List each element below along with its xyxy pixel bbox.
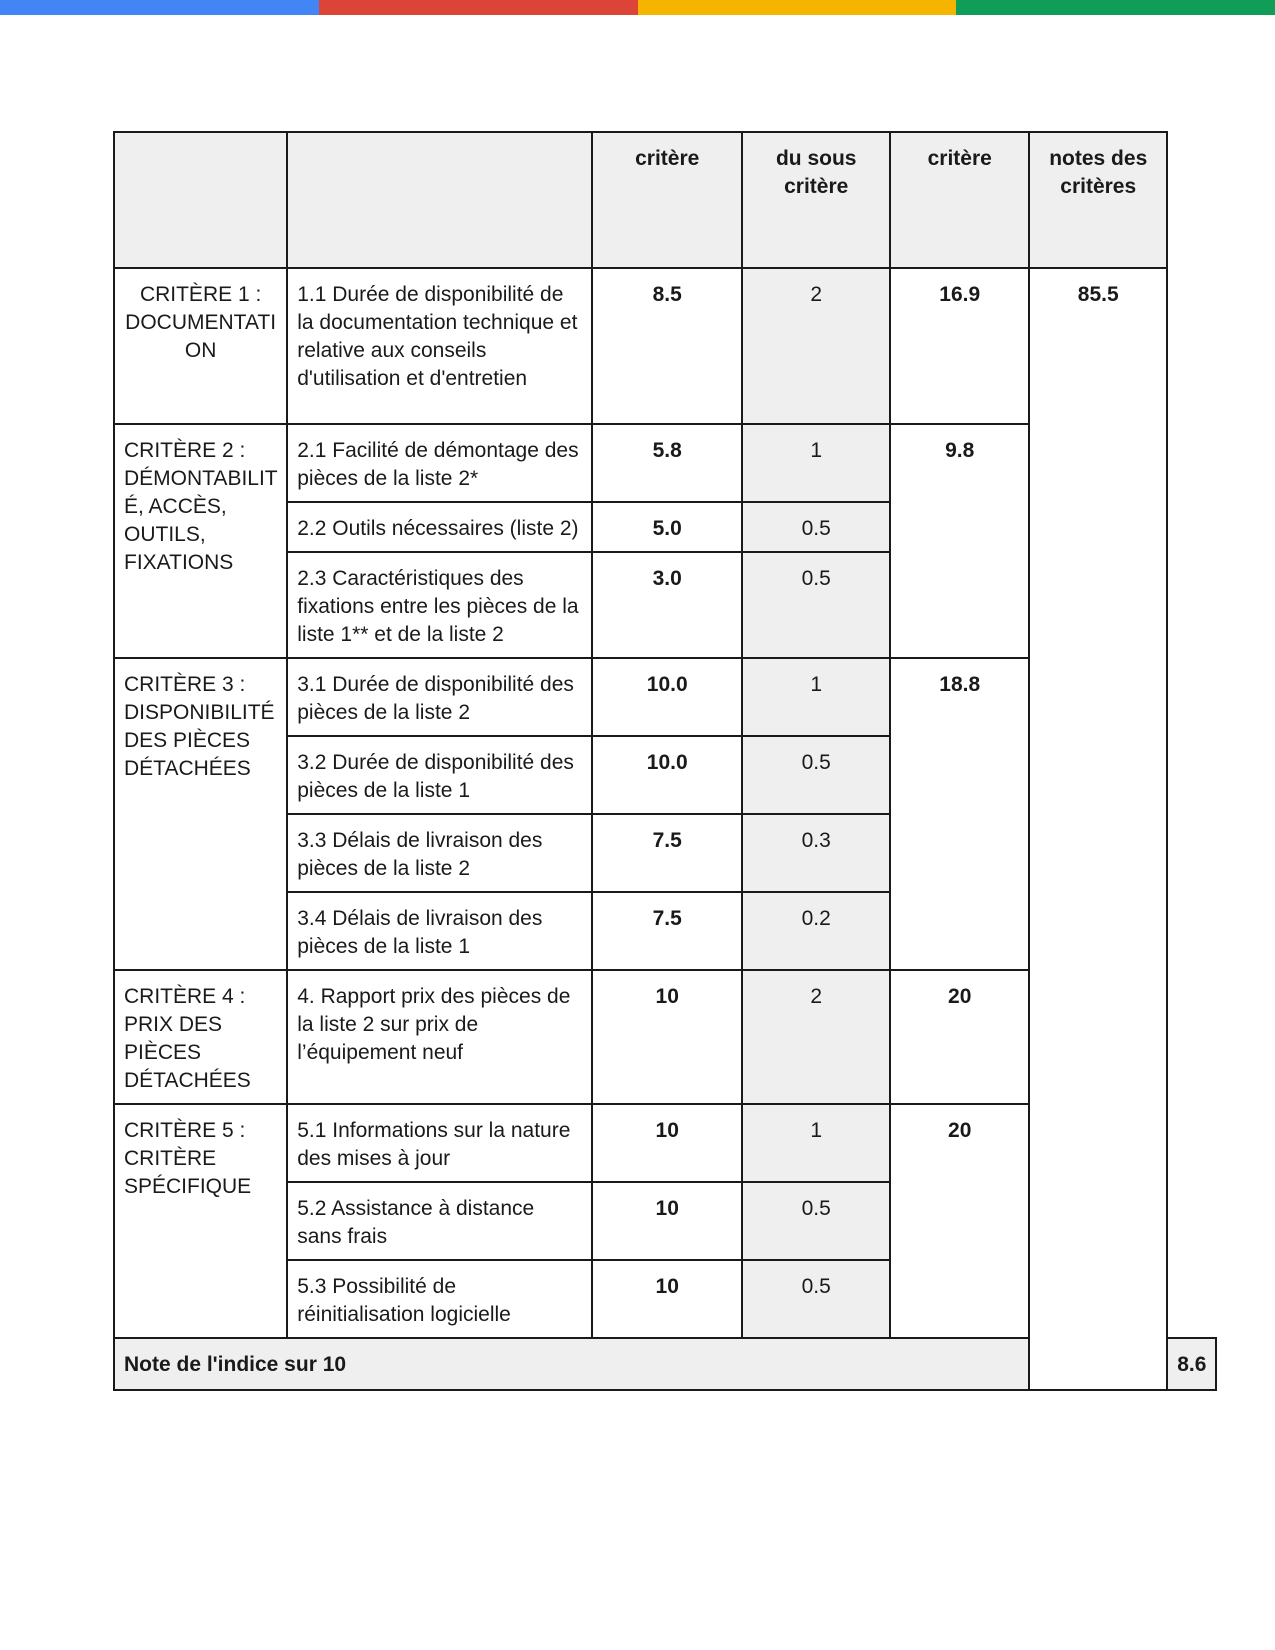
subcriterion-coef: 0.5: [742, 1260, 890, 1338]
notes-sum: 85.5: [1029, 268, 1167, 1390]
color-bar-green: [956, 0, 1275, 15]
criteria-table: [113, 131, 1217, 1391]
criterion-total: 18.8: [890, 658, 1029, 970]
header-cell-criterion: [114, 132, 287, 268]
subcriterion-coef: 0.5: [742, 552, 890, 658]
criterion-total: 16.9: [890, 268, 1029, 424]
criterion-label: CRITÈRE 5 : CRITÈRE SPÉCIFIQUE: [114, 1104, 287, 1338]
subcriterion-note: 3.0: [592, 552, 742, 658]
subcriterion-text: 3.1 Durée de disponibilité des pièces de la liste 2: [287, 658, 592, 736]
top-color-bar: [0, 0, 1275, 15]
subcriterion-note: 5.8: [592, 424, 742, 502]
subcriterion-coef: 0.5: [742, 502, 890, 552]
subcriterion-text: 2.2 Outils nécessaires (liste 2): [287, 502, 592, 552]
subcriterion-text: 4. Rapport prix des pièces de la liste 2 sur prix de l’équipement neuf: [287, 970, 592, 1104]
subcriterion-text: 3.4 Délais de livraison des pièces de la liste 1: [287, 892, 592, 970]
index-score-value: 8.6: [1167, 1338, 1216, 1390]
subcriterion-text: 5.3 Possibilité de réinitialisation logicielle: [287, 1260, 592, 1338]
subcriterion-note: 10: [592, 1260, 742, 1338]
subcriterion-note: 10.0: [592, 658, 742, 736]
header-cell-coef: du sous critère: [742, 132, 890, 268]
subcriterion-note: 7.5: [592, 892, 742, 970]
subcriterion-note: 10.0: [592, 736, 742, 814]
subcriterion-note: 10: [592, 1182, 742, 1260]
subcriterion-coef: 1: [742, 658, 890, 736]
subcriterion-coef: 0.2: [742, 892, 890, 970]
subcriterion-note: 10: [592, 1104, 742, 1182]
subcriterion-coef: 0.5: [742, 1182, 890, 1260]
criterion-label: CRITÈRE 4 : PRIX DES PIÈCES DÉTACHÉES: [114, 970, 287, 1104]
subcriterion-text: 3.3 Délais de livraison des pièces de la liste 2: [287, 814, 592, 892]
criterion-label: CRITÈRE 1 : DOCUMENTATI ON: [114, 268, 287, 424]
header-cell-note: critère: [592, 132, 742, 268]
index-score-label: Note de l'indice sur 10: [114, 1338, 1029, 1390]
subcriterion-text: 2.3 Caractéristiques des fixations entre les pièces de la liste 1** et de la liste 2: [287, 552, 592, 658]
subcriterion-coef: 0.3: [742, 814, 890, 892]
subcriterion-text: 2.1 Facilité de démontage des pièces de la liste 2*: [287, 424, 592, 502]
criterion-label: CRITÈRE 2 : DÉMONTABILIT É, ACCÈS, OUTILS, FIXATIONS: [114, 424, 287, 658]
criterion-total: 9.8: [890, 424, 1029, 658]
header-cell-subcriterion: [287, 132, 592, 268]
subcriterion-coef: 1: [742, 424, 890, 502]
subcriterion-text: 1.1 Durée de disponibilité de la documentation technique et relative aux conseils d'utilisation et d'entretien: [287, 268, 592, 424]
subcriterion-text: 5.2 Assistance à distance sans frais: [287, 1182, 592, 1260]
criterion-total: 20: [890, 970, 1029, 1104]
color-bar-red: [319, 0, 638, 15]
criterion-total: 20: [890, 1104, 1029, 1338]
subcriterion-coef: 2: [742, 268, 890, 424]
header-cell-notes-sum: notes des critères: [1029, 132, 1167, 268]
criterion-label: CRITÈRE 3 : DISPONIBILITÉ DES PIÈCES DÉTACHÉES: [114, 658, 287, 970]
header-row: [114, 132, 1216, 268]
subcriterion-coef: 0.5: [742, 736, 890, 814]
subcriterion-coef: 2: [742, 970, 890, 1104]
subcriterion-note: 8.5: [592, 268, 742, 424]
color-bar-yellow: [638, 0, 957, 15]
subcriterion-note: 7.5: [592, 814, 742, 892]
table-row: [114, 268, 1216, 424]
subcriterion-text: 5.1 Informations sur la nature des mises à jour: [287, 1104, 592, 1182]
subcriterion-note: 5.0: [592, 502, 742, 552]
color-bar-blue: [0, 0, 319, 15]
subcriterion-note: 10: [592, 970, 742, 1104]
header-cell-criterion-total: critère: [890, 132, 1029, 268]
subcriterion-text: 3.2 Durée de disponibilité des pièces de la liste 1: [287, 736, 592, 814]
subcriterion-coef: 1: [742, 1104, 890, 1182]
